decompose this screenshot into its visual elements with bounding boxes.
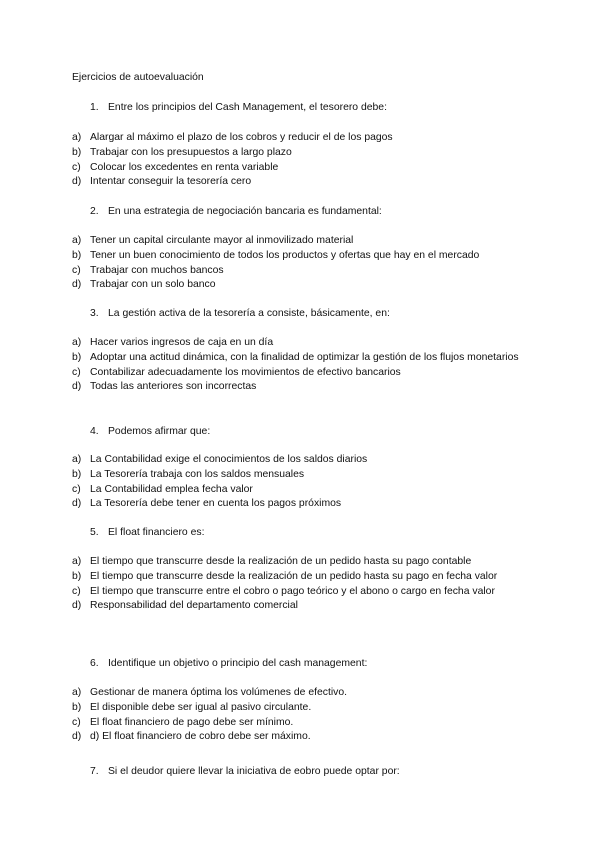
option-letter: b) [72, 249, 82, 261]
option-text: Trabajar con un solo banco [90, 279, 216, 291]
option-text: El tiempo que transcurre desde la realización de un pedido hasta su pago contable [90, 556, 472, 567]
option-letter: b) [72, 701, 82, 713]
option-text: Hacer varios ingresos de caja en un día [90, 337, 274, 348]
question-3 [72, 307, 530, 393]
question-text: Identifique un objetivo o principio del cash management: [108, 658, 368, 669]
option-letter: d) [72, 279, 82, 291]
option-text: Trabajar con muchos bancos [90, 264, 224, 276]
question-6 [72, 657, 530, 743]
question-5 [72, 526, 530, 612]
option-letter: b) [72, 570, 82, 582]
option-letter: a) [72, 235, 82, 246]
question-1 [72, 101, 530, 188]
option-text: La Tesorería trabaja con los saldos mensuales [90, 468, 305, 480]
options-list [72, 686, 532, 745]
option-letter: c) [72, 483, 81, 495]
option-d [72, 497, 532, 512]
option-text: La Contabilidad emplea fecha valor [90, 483, 253, 495]
option-letter: d) [72, 600, 82, 612]
option-letter: a) [72, 687, 82, 698]
option-a [72, 234, 532, 249]
option-d [72, 599, 532, 614]
question-number: 4. [90, 426, 99, 437]
options-list [72, 555, 532, 614]
question-text: Si el deudor quiere llevar la iniciativa de eobro puede optar por: [108, 766, 400, 777]
option-text: Intentar conseguir la tesorería cero [90, 176, 252, 188]
option-letter: d) [72, 731, 82, 743]
option-letter: b) [72, 351, 82, 363]
option-letter: d) [72, 381, 82, 393]
option-b [72, 249, 532, 264]
question-number: 5. [90, 527, 99, 538]
question-stem [90, 205, 530, 219]
question-stem [90, 425, 530, 439]
question-stem [90, 101, 530, 115]
option-letter: a) [72, 454, 82, 465]
option-letter: a) [72, 132, 82, 143]
option-c [72, 585, 532, 600]
option-letter: c) [72, 366, 81, 378]
option-c [72, 264, 532, 279]
option-letter: c) [72, 585, 81, 597]
option-b [72, 146, 532, 161]
option-c [72, 161, 532, 176]
option-text: El float financiero de pago debe ser mínimo. [90, 716, 294, 728]
question-text: En una estrategia de negociación bancaria es fundamental: [108, 206, 382, 217]
option-text: La Contabilidad exige el conocimientos de los saldos diarios [90, 454, 368, 465]
option-letter: a) [72, 337, 82, 348]
option-letter: b) [72, 146, 82, 158]
question-text: El float financiero es: [108, 527, 205, 538]
question-stem [90, 307, 530, 321]
options-list [72, 336, 532, 395]
options-list [72, 453, 532, 512]
question-7 [90, 765, 530, 779]
option-text: d) El float financiero de cobro debe ser máximo. [90, 731, 311, 743]
option-letter: c) [72, 264, 81, 276]
question-number: 6. [90, 658, 99, 669]
option-d [72, 380, 532, 395]
option-a [72, 336, 532, 351]
question-number: 7. [90, 766, 99, 777]
option-text: Alargar al máximo el plazo de los cobros y reducir el de los pagos [90, 132, 393, 143]
option-b [72, 468, 532, 483]
option-text: Contabilizar adecuadamente los movimientos de efectivo bancarios [90, 366, 401, 378]
question-2 [72, 205, 530, 291]
option-letter: c) [72, 716, 81, 728]
option-text: Colocar los excedentes en renta variable [90, 161, 279, 173]
question-number: 1. [90, 102, 99, 113]
options-list [72, 131, 532, 190]
option-text: El tiempo que transcurre desde la realización de un pedido hasta su pago en fecha valor [90, 570, 498, 582]
option-letter: a) [72, 556, 82, 567]
option-b [72, 570, 532, 585]
options-list [72, 234, 532, 293]
question-text: Podemos afirmar que: [108, 426, 211, 437]
option-text: Todas las anteriores son incorrectas [90, 381, 257, 393]
question-4 [72, 425, 530, 510]
question-number: 3. [90, 308, 99, 319]
option-d [72, 278, 532, 293]
option-text: Responsabilidad del departamento comercial [90, 600, 298, 612]
option-letter: d) [72, 176, 82, 188]
option-d [72, 730, 532, 745]
option-a [72, 686, 532, 701]
question-stem [90, 526, 530, 540]
option-c [72, 716, 532, 731]
question-stem [90, 765, 530, 779]
option-text: Gestionar de manera óptima los volúmenes de efectivo. [90, 687, 348, 698]
option-text: Adoptar una actitud dinámica, con la finalidad de optimizar la gestión de los flujos monetarios [90, 351, 519, 363]
option-c [72, 366, 532, 381]
option-b [72, 351, 532, 366]
option-text: La Tesorería debe tener en cuenta los pagos próximos [90, 498, 342, 510]
option-a [72, 131, 532, 146]
question-text: La gestión activa de la tesorería a consiste, básicamente, en: [108, 308, 390, 319]
option-a [72, 555, 532, 570]
question-number: 2. [90, 206, 99, 217]
option-text: Tener un capital circulante mayor al inmovilizado material [90, 235, 354, 246]
option-text: El disponible debe ser igual al pasivo circulante. [90, 701, 312, 713]
question-stem [90, 657, 530, 671]
option-text: Trabajar con los presupuestos a largo plazo [90, 146, 292, 158]
option-text: Tener un buen conocimiento de todos los productos y ofertas que hay en el mercado [90, 249, 480, 261]
option-letter: c) [72, 161, 81, 173]
option-letter: b) [72, 468, 82, 480]
document-title: Ejercicios de autoevaluación [72, 72, 204, 83]
option-c [72, 483, 532, 498]
option-letter: d) [72, 498, 82, 510]
option-text: El tiempo que transcurre entre el cobro o pago teórico y el abono o cargo en fecha valor [90, 585, 495, 597]
option-d [72, 175, 532, 190]
option-b [72, 701, 532, 716]
option-a [72, 453, 532, 468]
question-text: Entre los principios del Cash Management, el tesorero debe: [108, 102, 387, 113]
